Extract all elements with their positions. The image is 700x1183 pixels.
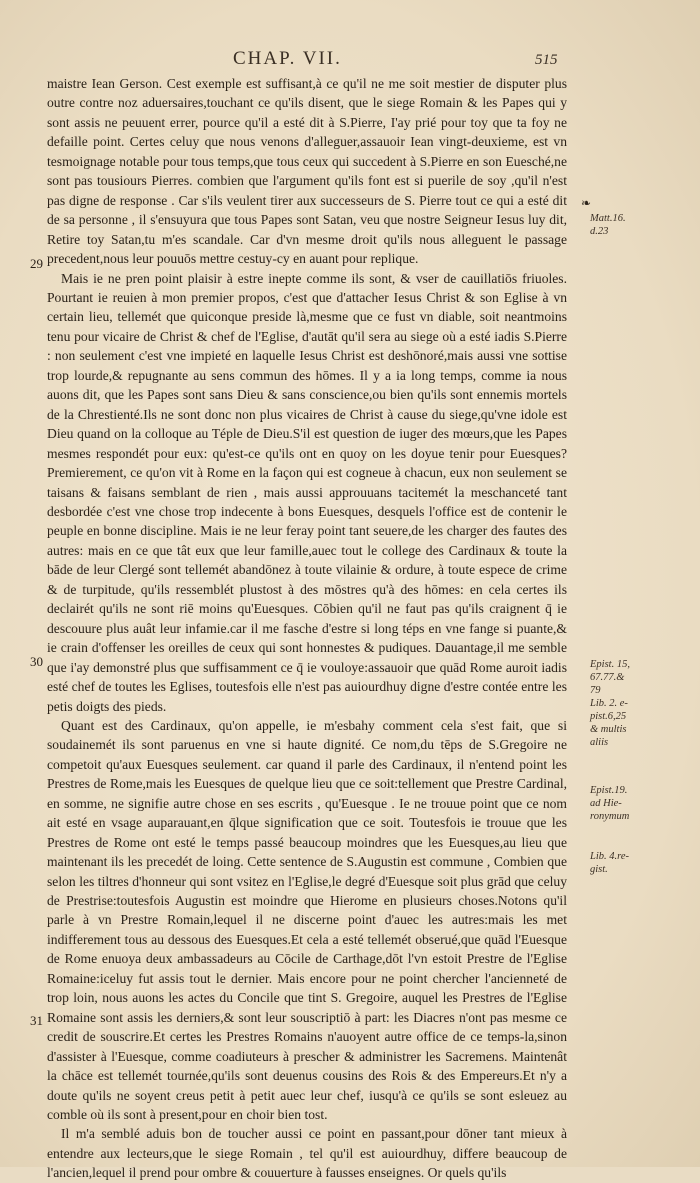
margin-note-line: & multis [590,724,627,735]
paragraph-number-30: 30 [30,654,43,669]
paragraph-number-29: 29 [30,256,43,271]
margin-note-line: Lib. 2. e- [590,698,628,709]
margin-note-line: ad Hie- [590,798,622,809]
margin-note-3 [590,784,650,823]
paragraph-30: Quant est des Cardinaux, qu'on appelle, ie m'esbahy comment cela s'est fait, que si soudainemét ils sont paruenus en vne si haute dignité. Ce nom,du tēps de S.Gregoire ne competoit qu'aux Euesques seulement. car quand il parle des Cardinaux, il n'entend point les Prestres de Rome,mais les Euesques de quelque lieu que ce soit:tellement que Prestre Cardinal, en somme, ne signifie autre chose en ses escrits , qu'Euesque . Ie ne trouue point que ce nom ait esté en vsage auparauant,en q̄lque signification que ce soit. Toutesfois ie trouue que les Prestres de Rome ont esté le temps passé beaucoup moindres que les Euesques,au lieu que maintenant ils les precedét de loing. Cette sentence de S.Augustin est commune , Combien que selon les tiltres d'honneur qui sont vsitez en l'Eglise,le degré d'Euesque soit plus grād que celuy de Prestrise:toutesfois Augustin est moindre que Hierome en plusieurs choses.Notons qu'il parle à vn Prestre Romain,lequel il ne discerne point d'auec les autres:mais les met indifferement tous au dessous des Euesques.Et cela a esté tellemét obserué,que quād l'Euesque de Rome enuoya deux ambassadeurs au Cōcile de Carthage,dōt l'vn estoit Prestre de l'Eglise Romaine:iceluy fut assis tout le dernier. Mais encore pour ne point chercher l'ancienneté de trop loin, nous auons les actes du Concile que tint S. Gregoire, auquel les Prestres de l'Eglise Romaine sont assis les derniers,& sont leur souscriptiō à part: les Diacres n'ont pas mesme ce credit de souscrire.Et certes les Prestres Romains n'auoyent autre office de ce temps-la,sinon d'assister à l'Euesque, comme coadiuteurs à prescher & administrer les Sacremens. Maintenât la chāce est tellemét tournée,qu'ils sont deuenus cousins des Rois & des Empereurs.Et n'y a doute qu'ils ne soyent creus petit à petit auec leur chef, iusqu'à ce qu'ils se sont esleuez au comble où ils sont à present,pour en choir bien tost. [47,717,567,1123]
body-text [47,74,567,1183]
running-head: CHAP. VII. [233,48,342,69]
margin-note-4 [590,850,650,876]
margin-note-1 [590,212,650,238]
paragraph-31: Il m'a semblé aduis bon de toucher aussi ce point en passant,pour dōner tant mieux à entendre aux lecteurs,que le siege Romain , tel qu'il est auiourdhuy, differe beaucoup de l'ancien,lequel il prend pour ombre & couuerture à fausses enseignes. Or quels qu'ils [47,1126,567,1181]
margin-note-line: d.23 [590,226,609,237]
paragraph-number-31: 31 [30,1013,43,1028]
page-header [0,44,700,72]
margin-note-line: ronymum [590,811,630,822]
margin-note-line: gist. [590,864,608,875]
margin-note-line: Epist.19. [590,785,628,796]
margin-note-line: 79 [590,685,601,696]
paragraph-29: Mais ie ne pren point plaisir à estre inepte comme ils sont, & vser de cauillatiōs friuoles. Pourtant ie reuien à mon premier propos, c'est que d'attacher Iesus Christ & son Eglise à vn certain lieu, tellemét que quiconque preside là,mesme que ce fust vn diable, soit neantmoins tenu pour vicaire de Christ & chef de l'Eglise, d'autāt qu'il sera au siege où a esté iadis S.Pierre : non seulement c'est vne impieté en laquelle Iesus Christ est deshōnoré,mais aussi vne sottise trop lourde,& repugnante au sens commun des hōmes. Il y a ia long temps, comme ia nous auons dit, que les Papes sont sans Dieu & sans conscience,ou bien qu'ils sont ennemis mortels de la Chrestienté.Ils ne sont donc non plus vicaires de Christ à cause du siege,qu'vne idole est Dieu quand on la colloque au Téple de Dieu.S'il est question de iuger des mœurs,que les Papes mesmes respondét pour eux: qu'est-ce qu'ils ont en quoy on les doyue tenir pour Euesques? Premierement, ce qu'on vit à Rome en la façon qui est cogneue à chacun, eux non seulement se taisans & faisans semblant de rien , mais aussi approuuans tacitemét la meschanceté tant desbordée c'est vne chose trop indecente à bons Euesques, desquels l'office est de contenir le peuple en bonne discipline. Mais ie ne leur feray point tant seuere,de les charger des fautes des autres: mais en ce que tât eux que leur famille,auec tout le college des Cardinaux & toute la bāde de leur Clergé sont tellemét abandōnez à toute vilainie & ordure, à toute espece de crime & de turpitude, qu'ils ressemblét plustost à des mōstres qu'à des hōmes: en cela certes ils declairét qu'ils ne sont riē moins qu'Euesques. Cōbien qu'il ne faut pas qu'ils craignent q̄ ie descouure plus auât leur infamie.car il me fasche d'estre si long téps en vne fange si puante,& ie crain d'offenser les oreilles de ceux qui sont honnestes & pudiques. Dauantage,il me semble que i'ay demonstré plus que suffisamment ce q̄ ie vouloye:assauoir que quād Rome auroit iadis esté chef de toutes les Eglises, toutesfois elle n'est pas auiourdhuy digne d'estre contée entre les petis doigts des pieds. [47,270,567,714]
margin-note-line: pist.6,25 [590,711,627,722]
margin-note-line: Matt.16. [590,213,626,224]
paragraph-intro: maistre Iean Gerson. Cest exemple est suffisant,à ce qu'il ne me soit mestier de disputer plus outre contre noz aduersaires,touchant ce qu'ils disent, que le siege Romain & les Papes qui y sont assis ne peuuent errer, pource qu'il a esté dit à S.Pierre, I'ay prié pour toy que ta foy ne defaille point. Certes celuy que nous venons d'alleguer,assauoir Iean vingt-deuxieme, est vn tesmoignage notable pour tous temps,que tous ceux qui succedent à S.Pierre en son Euesché,ne sont pas tousiours Pierres. combien que l'argument qu'ils font est si puerile de soy ,qu'il n'est pas digne de response . Car s'ils veulent tirer aux successeurs de S. Pierre tout ce qui a esté dit de sa personne , il s'ensuyura que tous Papes sont Satan, veu que nostre Seigneur Iesus luy dit, Retire toy Satan,tu m'es scandale. Car d'vn mesme droit qu'ils nous alleguent le passage precedent,nous leur pouuōs mettre cestuy-cy en auant pour replique. [47,76,567,267]
margin-note-line: aliis [590,737,609,748]
margin-note-line: 67.77.& [590,672,625,683]
margin-mark-icon: ❧ [581,196,592,210]
page-number: 515 [535,52,558,68]
margin-note-line: Lib. 4.re- [590,851,629,862]
margin-note-2 [590,658,650,749]
margin-note-line: Epist. 15, [590,659,630,670]
